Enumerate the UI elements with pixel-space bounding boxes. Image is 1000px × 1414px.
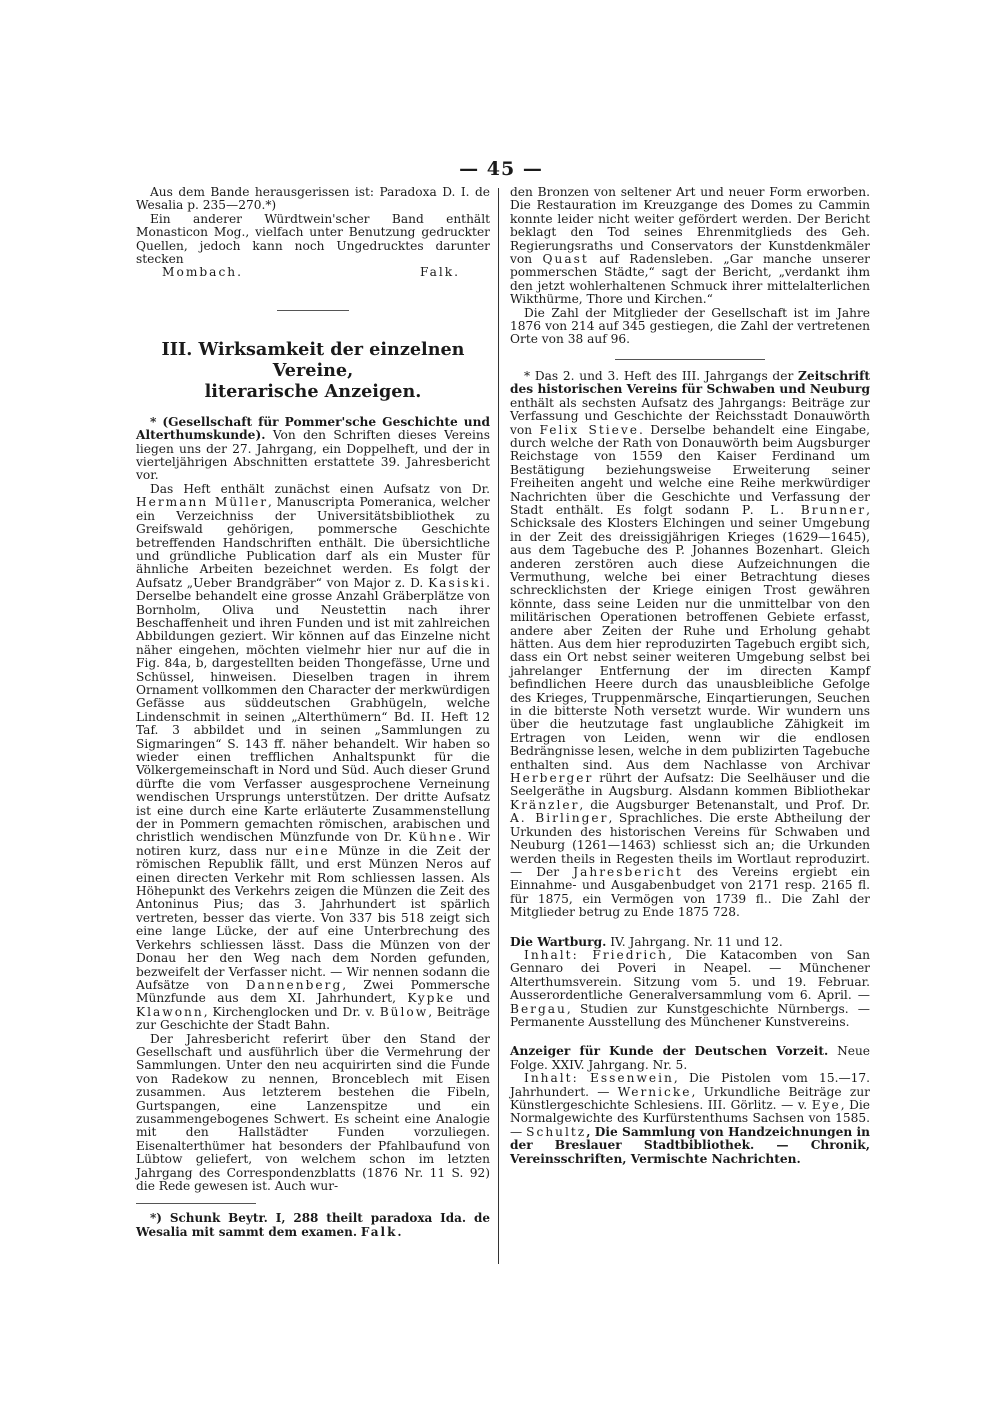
right-section-divider xyxy=(615,359,765,360)
author-name: Kypke xyxy=(407,991,456,1006)
author-name: P. L. Brunner xyxy=(741,502,867,517)
society-title: * (Gesellschaft für Pommer'sche Geschichte und Alterthumskunde). xyxy=(136,414,490,443)
author-name: Bergau xyxy=(510,1001,567,1016)
column-divider xyxy=(498,188,499,1264)
entry-anzeiger: Anzeiger für Kunde der Deutschen Vorzeit. Neue Folge. XXIV. Jahrgang. Nr. 5. xyxy=(510,1044,871,1072)
author-name: Schultz xyxy=(526,1124,587,1139)
journal-title-anzeiger: Anzeiger für Kunde der Deutschen Vorzeit. xyxy=(510,1044,829,1059)
page-number: — 45 — xyxy=(459,158,543,180)
author-name: Wernicke xyxy=(617,1084,692,1099)
paragraph-schwaben-neuburg: * Das 2. und 3. Heft des III. Jahrgangs der Zeitschrift des historischen Vereins für Schwaben und Neuburg enthält als sechsten Aufsatz des Jahrgangs: Beiträge zur Verfassung und Geschichte der Reichsstadt Donauwörth von Felix Stieve. Derselbe behandelt eine Eingabe, durch welche der Rath von Donauwörth beim Augsburger Reichstage von 1559 den Kaiser Ferdinand um Bestätigung beziehungsweise Erweiterung seiner Freiheiten angeht und welche eine Reihe merkwürdiger Nachrichten über die Geschichte und Verfassung der Stadt enthält. Es folgt sodann P. L. Brunner, Schicksale des Klosters Elchingen und seiner Umgebung in der Zeit des dreissigjährigen Krieges (1629—1645), aus dem Tagebuche des P. Johannes Bozenhart. Gleich anderen zerstören auch diese Aufzeichnungen die Vermuthung, welche bei einer Betrachtung dieses schrecklichsten der Kriege einigen Trost gewähren könnte, dass seine Leiden nur die unmittelbar von den militärischen Operationen betroffenen Gebiete erfasst, andere aber Zeiten der Ruhe und Erholung gehabt hätten. Aus dem hier reproduzirten Tagebuch ergibt sich, dass ein Ort nebst seiner weiteren Umgebung selbst bei jahrelanger Entfernung der im directen Kampf befindlichen Heere durch das unausbleibliche Gefolge des Krieges, Truppenmärsche, Einqartierungen, Seuchen in die bitterste Noth versetzt wurde. Wir wundern uns über die heutzutage fast unglaubliche Zähigkeit im Ertragen von Leiden, wenn wir die endlosen Bedrängnisse lesen, welche in dem publizirten Tagebuche enthalten sind. Aus dem Nachlasse von Archivar Herberger rührt der Aufsatz: Die Seelhäuser und die Seelgeräthe in Augsburg. Alsdann kommen Bibliothekar Kränzler, die Augsburger Betenanstalt, und Prof. Dr. A. Birlinger, Sprachliches. Die erste Abtheilung der Urkunden des historischen Vereins für Schwaben und Neuburg (1261—1463) schliesst sich an; die Urkunden werden theils in Regesten theils im Wortlaut reproduzirt. — Der Jahresbericht des Vereins ergiebt ein Einnahme- und Ausgabenbudget von 2171 resp. 2165 fl. für 1875, ein Vermögen von 1739 fl.. Die Zahl der Mitglieder betrug zu Ende 1875 728. xyxy=(510,368,871,920)
paragraph-continuation: den Bronzen von seltener Art und neuer Form erworben. Die Restauration im Kreuzgange des Domes zu Cammin konnte leider nicht weiter gefördert werden. Der Bericht beklagt den Tod seines Ehrenmitglieds des Geh. Regierungsraths und Conservators der Kunstdenkmäler von Quast auf Radensleben. „Gar manche unserer pommerschen Städte,“ sagt der Bericht, „verdankt ihm den jetzt wohlerhaltenen Schmuck ihrer mittelalterlichen Wikthürme, Thore und Kirchen.“ xyxy=(510,185,871,307)
paragraph-pommern-intro: * (Gesellschaft für Pommer'sche Geschichte und Alterthumskunde). Von den Schriften dieses Vereins liegen uns der 27. Jahrgang, ein Doppelheft, und der in vierteljährigen Abschnitten erstattete 39. Jahresbericht vor. xyxy=(136,414,490,483)
author-name: Eye xyxy=(811,1098,841,1112)
right-column xyxy=(510,186,870,1166)
author-name: Kasiski xyxy=(428,575,487,590)
author-name: Friedrich xyxy=(592,947,668,962)
author-name: Herberger xyxy=(510,771,594,786)
section-heading xyxy=(136,339,490,402)
signature-falk: Falk. xyxy=(419,265,460,280)
section-divider xyxy=(277,310,349,311)
author-name: A. Birlinger xyxy=(510,811,609,826)
paragraph-membership: Die Zahl der Mitglieder der Gesellschaft ist im Jahre 1876 von 214 auf 345 gestiegen, die Zahl der vertretenen Orte von 38 auf 96. xyxy=(510,305,870,347)
author-name: Klawonn xyxy=(136,1004,204,1019)
footnote-divider xyxy=(136,1203,256,1204)
intro-line-2: Ein anderer Würdtwein'scher Band enthält Monasticon Mog., vielfach unter Benutzung gedruckter Quellen, jedoch kann noch Ungedrucktes darunter stecken xyxy=(136,211,490,267)
entry-wartburg: Die Wartburg. IV. Jahrgang. Nr. 11 und 12. xyxy=(510,934,783,949)
person-name: Quast xyxy=(542,252,589,267)
author-name: Hermann Müller xyxy=(136,495,269,510)
report-title: Jahresbericht xyxy=(573,864,683,879)
author-name: Bülow xyxy=(379,1004,429,1019)
footnote-signature: Falk. xyxy=(360,1224,404,1239)
paragraph-jahresbericht: Der Jahresbericht referirt über den Stand der Gesellschaft und ausführlich über die Vermehrung der Sammlungen. Unter den neu acquirirten sind die Funde von Radekow zu nennen, Bronceblech mit Eisen zusammen. Aus letzterem bestehen die Fibeln, Gurtspangen, eine Lanzenspitze und ein zusammengebogenes Schwert. Es scheint eine Analogie mit den Hallstädter Funden vorzuliegen. Eisenalterthümer hat besonders der Pfahlbaufund von Lübtow geliefert, von welchem schon im letzten Jahrgang des Correspondenzblatts (1876 Nr. 11 S. 92) die Rede gewesen ist. Auch wur- xyxy=(136,1031,490,1193)
signature-line xyxy=(136,266,490,279)
journal-title-wartburg: Die Wartburg. xyxy=(510,934,607,949)
author-name: Felix Stieve xyxy=(539,422,639,437)
author-name: Kränzler xyxy=(510,797,580,812)
entry-anzeiger-contents: Inhalt: Essenwein, Die Pistolen vom 15.—17. Jahrhundert. — Wernicke, Urkundliche Beiträge zur Künstlergeschichte Schlesiens. III. Görlitz. — v. Eye, Die Normalgewichte des Kurfürstenthums Sachsen von 1585. — Schultz, Die Sammlung von Handzeichnungen in der Breslauer Stadtbibliothek. — Chronik, Vereinsschriften, Vermischte Nachrichten. xyxy=(510,1071,871,1166)
section-heading-line-1: III. Wirksamkeit der einzelnen Vereine, xyxy=(161,338,465,381)
entry-wartburg-contents: Inhalt: Friedrich, Die Katacomben von San Gennaro dei Poveri in Neapel. — Münchener Alterthumsverein. Sitzung vom 5. und 19. Februar. Ausserordentliche Generalversammlung vom 6. April. — Bergau, Studien zur Kunstgeschichte Nürnbergs. — Permanente Ausstellung des Münchener Kunstvereins. xyxy=(510,947,870,1029)
left-column xyxy=(136,186,490,1239)
signature-mombach: Mombach. xyxy=(162,265,243,280)
journal-title: Zeitschrift des historischen Vereins für Schwaben und Neuburg xyxy=(510,368,871,397)
section-heading-line-2: literarische Anzeigen. xyxy=(204,380,422,402)
author-name: Kühne xyxy=(408,830,458,845)
author-name: Essenwein xyxy=(589,1071,674,1086)
paragraph-pommern-contents: Das Heft enthält zunächst einen Aufsatz von Dr. Hermann Müller, Manuscripta Pomeranica, welcher ein Verzeichniss der Universitätsbibliothek zu Greifswald gehörigen, pommersche Geschichte betreffenden Handschriften enthält. Die übersichtliche und gründliche Publication darf als ein Muster für ähnliche Arbeiten bezeichnet werden. Es folgt der Aufsatz „Ueber Brandgräber“ von Major z. D. Kasiski. Derselbe behandelt eine grosse Anzahl Gräberplätze von Bornholm, Oliva und Neustettin nach ihrer Beschaffenheit und ihren Funden und ist mit zahlreichen Abbildungen geziert. Wir können auf das Einzelne nicht näher eingehen, möchten vielmehr hier nur auf die in Fig. 84a, b, dargestellten beiden Thongefässe, Urne und Schüssel, hinweisen. Dieselben tragen in ihrem Ornament vollkommen den Character der merkwürdigen Gefässe aus süddeutschen Grabhügeln, welche Lindenschmit in seinen „Alterthümern“ Bd. II. Heft 12 Taf. 3 abbildet und in seinen „Sammlungen zu Sigmaringen“ S. 143 ff. näher behandelt. Wir haben so wieder einen trefflichen Anhaltspunkt für die Völkergemeinschaft in Nord und Süd. Auch dieser Grund dürfte die vom Verfasser ausgesprochene Verneinung wendischen Ursprungs unterstützen. Der dritte Aufsatz ist eine durch eine Karte erläuterte Zusammenstellung der in Pommern gemachten römischen, arabischen und christlich wendischen Münzfunde von Dr. Kühne. Wir notiren kurz, dass nur eine Münze in die Zeit der römischen Republik fällt, und erst Münzen Neros auf einen directen Verkehr mit Rom schliessen lassen. Als Höhepunkt des Verkehrs zeigen die Münzen die Zeit des Antoninus Pius; das 3. Jahrhundert ist spärlich vertreten, besser das vierte. Von 337 bis 518 zeigt sich eine lange Lücke, der auf eine Unterbrechung des Verkehrs schliessen lässt. Dass die Münzen von der Donau her den Weg nach dem Norden gefunden, bezweifelt der Verfasser nicht. — Wir nennen sodann die Aufsätze von Dannenberg, Zwei Pommersche Münzfunde aus dem XI. Jahrhundert, Kypke und Klawonn, Kirchenglocken und Dr. v. Bülow, Beiträge zur Geschichte der Stadt Bahn. xyxy=(136,481,491,1033)
footnote: *) Schunk Beytr. I, 288 theilt paradoxa Ida. de Wesalia mit sammt dem examen. Falk. xyxy=(136,1211,490,1239)
emphasis-word: eine xyxy=(295,843,330,858)
author-name: Dannenberg xyxy=(245,977,343,992)
intro-line-1: Aus dem Bande herausgerissen ist: Paradoxa D. I. de Wesalia p. 235—270.*) xyxy=(136,185,490,213)
